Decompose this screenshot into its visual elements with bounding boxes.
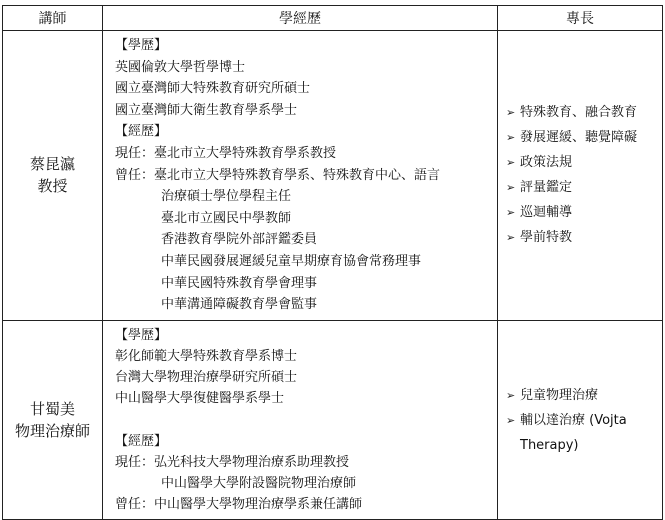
header-specialty: 專長 [498, 6, 663, 31]
experience-line: 【經歷】 [115, 124, 168, 140]
specialty-item [506, 200, 658, 225]
arrow-bullet-icon: ➢ [506, 106, 516, 120]
experience-line: 中華溝通障礙教育學會監事 [161, 297, 318, 313]
experience-line: 國立臺灣師大特殊教育研究所碩士 [115, 81, 311, 97]
instructor-cell [3, 320, 103, 520]
specialty-cell [498, 31, 663, 321]
experience-line [115, 410, 491, 431]
specialty-item [506, 383, 658, 408]
specialty-label: 政策法規 [520, 155, 573, 171]
instructor-name: 蔡昆瀛 [29, 155, 75, 174]
experience-line: 現任：弘光科技大學物理治療系助理教授 [115, 454, 350, 470]
header-row [3, 6, 663, 31]
specialty-item [506, 175, 658, 200]
arrow-bullet-icon: ➢ [506, 231, 516, 245]
experience-cell [103, 320, 498, 520]
experience-line: 現任：臺北市立大學特殊教育學系教授 [115, 145, 337, 161]
specialty-item [506, 150, 658, 175]
experience-line: 曾任：中山醫學大學物理治療學系兼任講師 [115, 497, 363, 513]
instructor-table [2, 5, 663, 520]
experience-line: 治療碩士學位學程主任 [161, 189, 292, 205]
specialty-label: 評量鑑定 [520, 180, 573, 196]
table-row [3, 31, 663, 321]
experience-line: 【經歷】 [115, 433, 168, 449]
experience-line: 【學歷】 [115, 38, 168, 53]
experience-line: 中華民國特殊教育學會理事 [161, 275, 318, 291]
instructor-title: 物理治療師 [14, 422, 90, 441]
specialty-item [506, 225, 658, 250]
experience-line: 中山醫學大學附設醫院物理治療師 [161, 475, 357, 491]
arrow-bullet-icon: ➢ [506, 388, 516, 402]
experience-line: 國立臺灣師大衛生教育學系學士 [115, 102, 298, 118]
header-experience: 學經歷 [103, 6, 498, 31]
specialty-label: 兒童物理治療 [520, 387, 599, 403]
experience-line: 中華民國發展遲緩兒童早期療育協會常務理事 [161, 253, 422, 269]
specialty-item [506, 125, 658, 150]
experience-line: 中山醫學大學復健醫學系學士 [115, 391, 285, 407]
instructor-cell [3, 31, 103, 321]
specialty-item [506, 100, 658, 125]
specialty-label: 學前特教 [520, 230, 573, 246]
experience-line: 香港教育學院外部評鑑委員 [161, 232, 318, 248]
instructor-title: 教授 [37, 177, 68, 196]
instructor-name: 甘蜀美 [29, 400, 75, 419]
experience-line: 曾任：臺北市立大學特殊教育學系、特殊教育中心、語言 [115, 167, 441, 183]
specialty-label: 輔以達治療 (Vojta Therapy) [520, 412, 627, 453]
experience-line: 臺北市立國民中學教師 [161, 210, 292, 226]
specialty-cell [498, 320, 663, 520]
specialty-item [506, 408, 658, 458]
arrow-bullet-icon: ➢ [506, 206, 516, 220]
arrow-bullet-icon: ➢ [506, 156, 516, 170]
specialty-label: 巡迴輔導 [520, 205, 573, 221]
specialty-label: 特殊教育、融合教育 [520, 105, 638, 121]
experience-line: 英國倫敦大學哲學博士 [115, 59, 246, 75]
experience-line: 台灣大學物理治療學研究所碩士 [115, 370, 298, 386]
arrow-bullet-icon: ➢ [506, 181, 516, 195]
specialty-label: 發展遲緩、聽覺障礙 [520, 130, 638, 146]
experience-cell [103, 31, 498, 321]
experience-line: 【學歷】 [115, 327, 168, 343]
arrow-bullet-icon: ➢ [506, 131, 516, 145]
experience-line: 彰化師範大學特殊教育學系博士 [115, 348, 298, 364]
arrow-bullet-icon: ➢ [506, 413, 516, 427]
table-row [3, 320, 663, 520]
header-instructor: 講師 [3, 6, 103, 31]
